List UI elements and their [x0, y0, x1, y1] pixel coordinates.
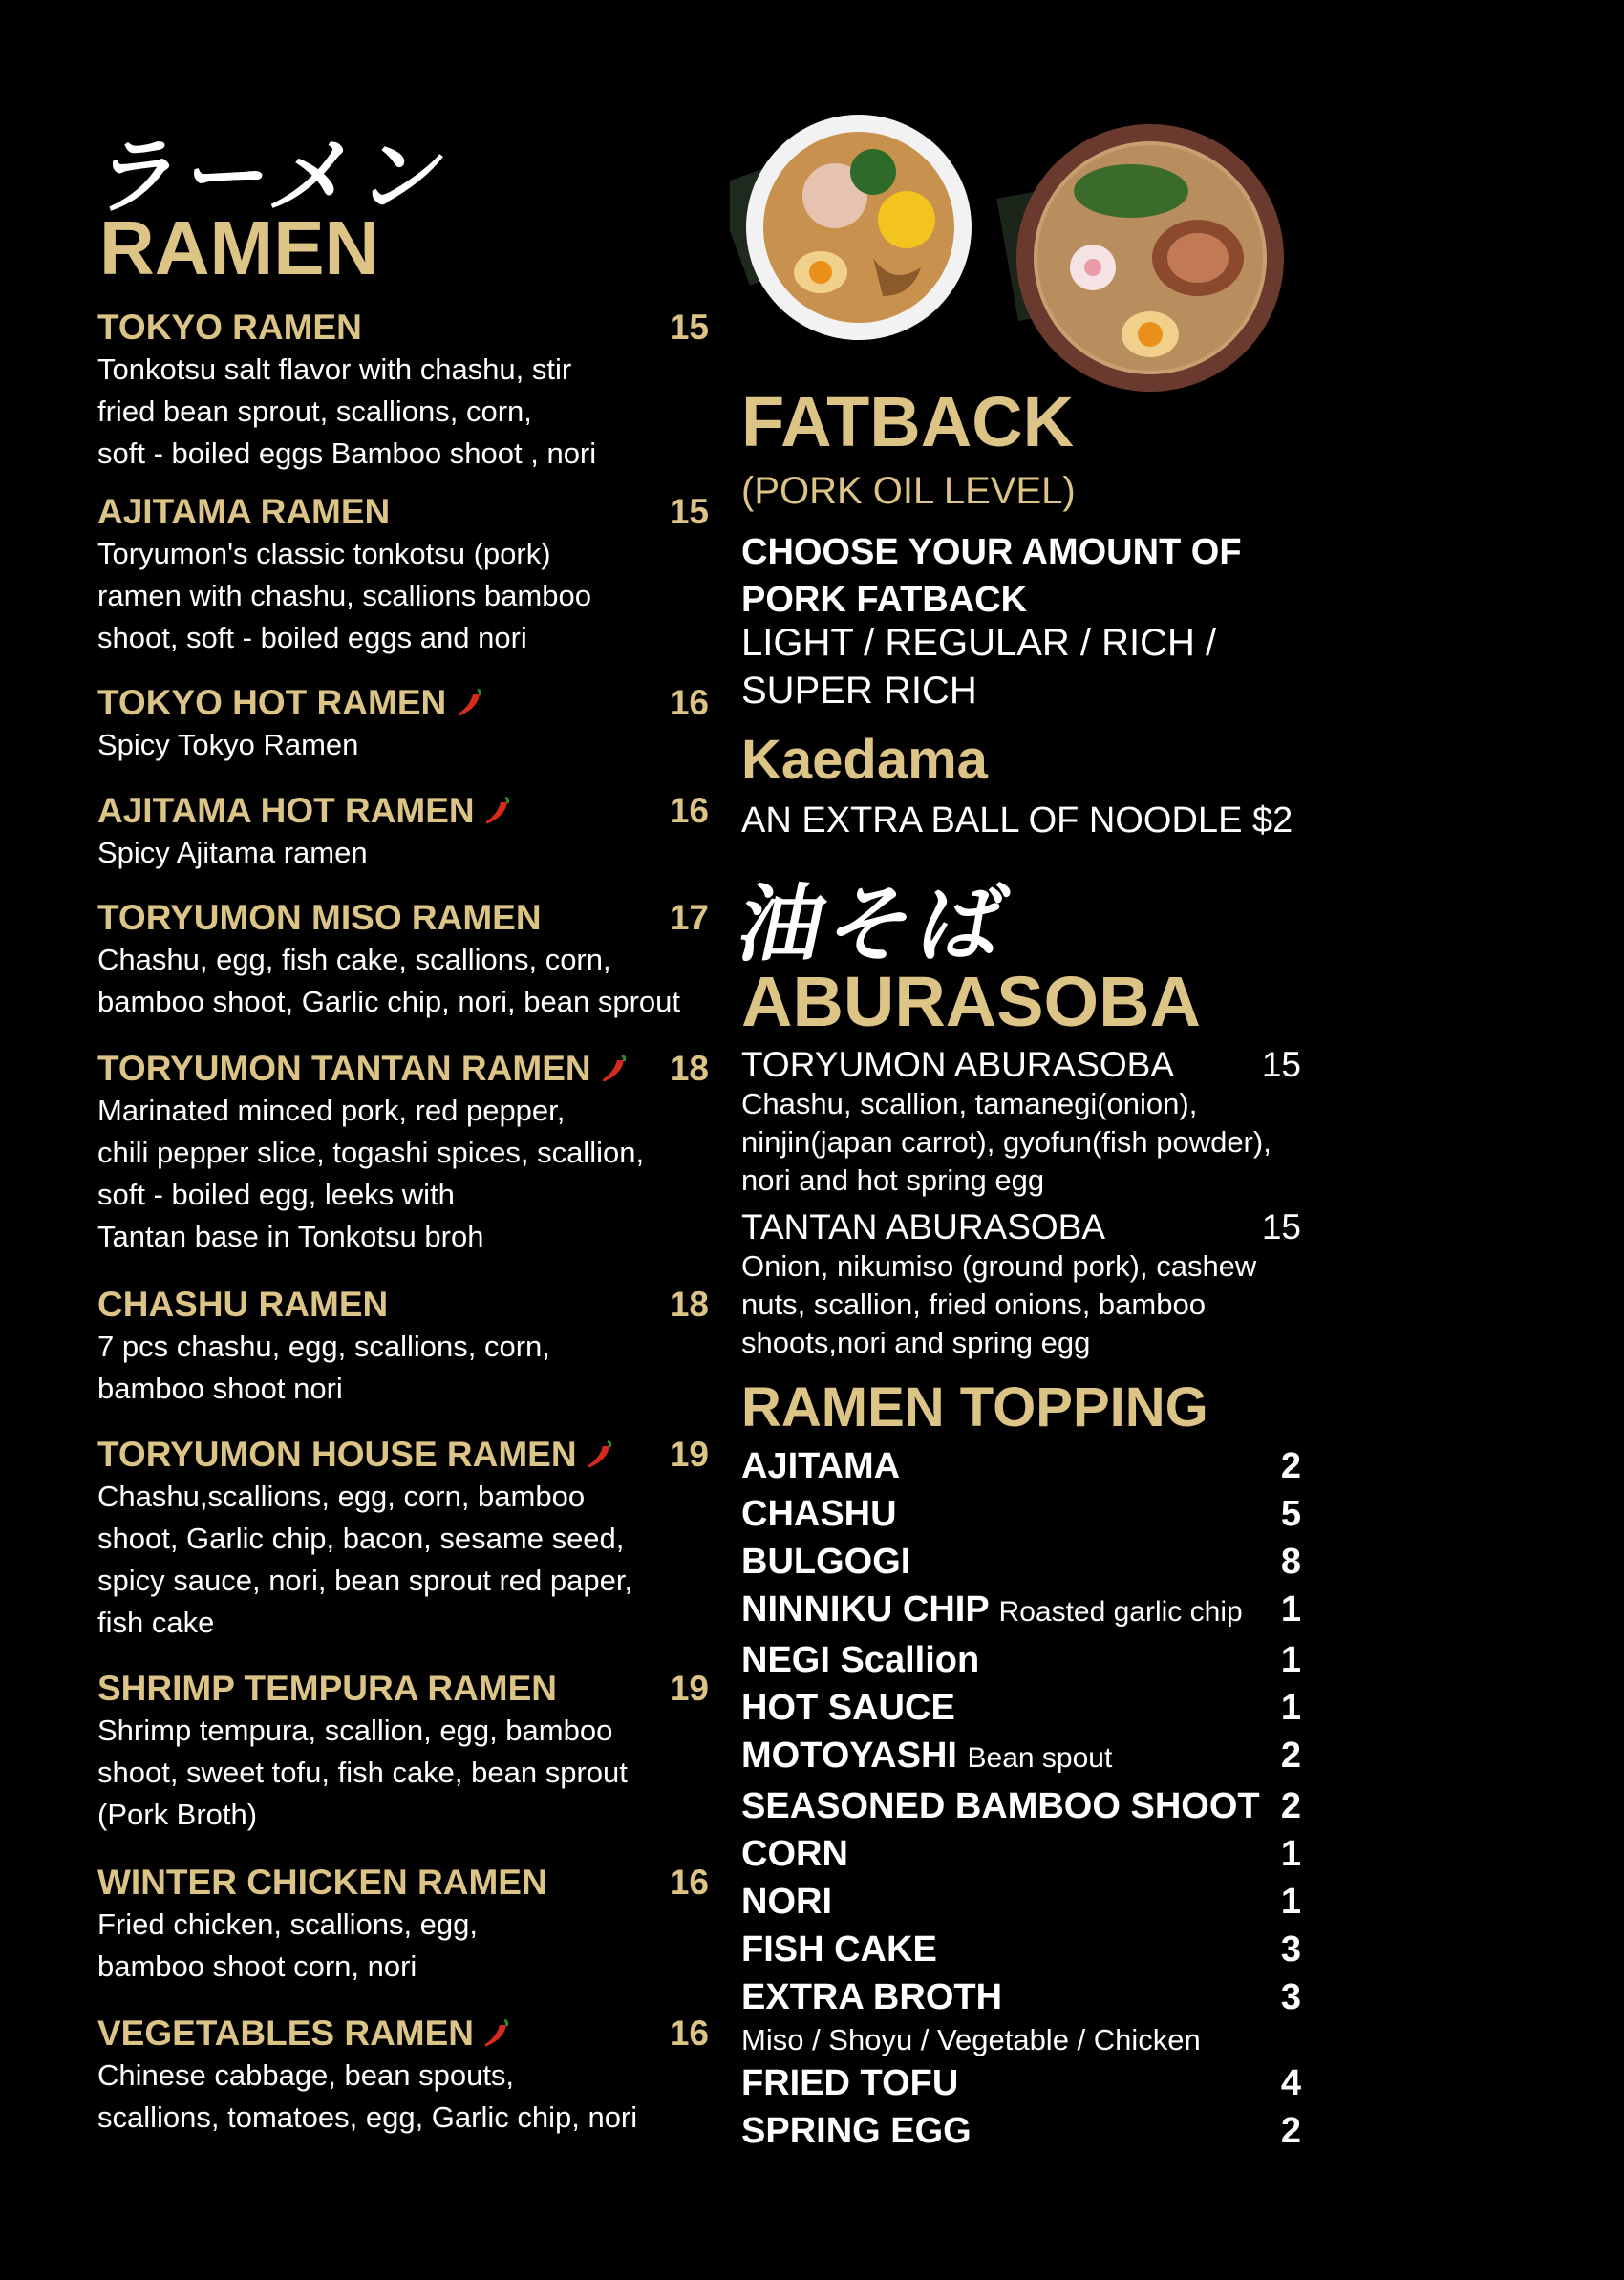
ramen-kana-title: ラーメン — [85, 126, 462, 225]
topping-row — [741, 1538, 1301, 1586]
topping-name: NINNIKU CHIP Roasted garlic chip — [741, 1589, 1243, 1630]
ramen-item-title — [97, 1863, 709, 1902]
chili-pepper-icon — [601, 1052, 630, 1084]
topping-name: FRIED TOFU — [741, 2063, 959, 2103]
ramen-item — [97, 2014, 709, 2139]
topping-row — [741, 1684, 1301, 1732]
fatback-heading: FATBACK — [741, 382, 1075, 461]
ramen-item-desc: Chashu, egg, fish cake, scallions, corn, bamboo shoot, Garlic chip, nori, bean sprout — [97, 943, 681, 1019]
topping-name: AJITAMA — [741, 1446, 901, 1486]
topping-price: 2 — [1280, 1736, 1301, 1776]
ramen-item — [97, 791, 709, 874]
ramen-item-name: AJITAMA HOT RAMEN — [97, 791, 513, 830]
ramen-item-price: 16 — [669, 1863, 709, 1902]
topping-price: 2 — [1280, 2111, 1301, 2151]
ramen-item-title — [97, 308, 709, 347]
ramen-item-price: 17 — [669, 898, 709, 937]
ramen-item — [97, 1285, 709, 1410]
aburasoba-item — [741, 1046, 1301, 1200]
ramen-item-name: TOKYO RAMEN — [97, 308, 362, 347]
topping-name: FISH CAKE — [741, 1929, 937, 1970]
broth-options: Miso / Shoyu / Vegetable / Chicken — [741, 2023, 1201, 2056]
ramen-item-title — [97, 898, 709, 937]
aburasoba-item-title — [741, 1046, 1301, 1085]
ramen-item-name: TORYUMON HOUSE RAMEN — [97, 1435, 615, 1474]
ramen-item — [97, 1669, 709, 1836]
aburasoba-item-name: TANTAN ABURASOBA — [741, 1207, 1106, 1247]
topping-price: 1 — [1280, 1688, 1301, 1728]
ramen-item-desc: Toryumon's classic tonkotsu (pork) ramen with chashu, scallions bamboo shoot, soft - boiled eggs and nori — [97, 537, 591, 655]
topping-row — [741, 1926, 1301, 1973]
aburasoba-heading: ABURASOBA — [741, 962, 1201, 1041]
fatback-sub: (PORK OIL LEVEL) — [741, 470, 1076, 512]
aburasoba-kana-title: 油そば — [729, 874, 1020, 973]
ramen-item-price: 16 — [669, 791, 709, 830]
topping-name: SPRING EGG — [741, 2111, 972, 2151]
aburasoba-item-title — [741, 1208, 1301, 1247]
topping-price: 1 — [1280, 1882, 1301, 1922]
ramen-item-desc: Chashu,scallions, egg, corn, bamboo shoot, Garlic chip, bacon, sesame seed, spicy sauce, nori, bean sprout red paper, fish cake — [97, 1480, 633, 1640]
aburasoba-item-price: 15 — [1261, 1207, 1301, 1247]
kaedama-text: AN EXTRA BALL OF NOODLE $2 — [741, 800, 1293, 841]
ramen-item-price: 19 — [669, 1669, 709, 1708]
topping-name: BULGOGI — [741, 1542, 911, 1582]
ramen-item-title — [97, 1435, 709, 1474]
fatback-choose: CHOOSE YOUR AMOUNT OF PORK FATBACK — [741, 532, 1242, 620]
topping-price: 1 — [1280, 1834, 1301, 1874]
topping-name: SEASONED BAMBOO SHOOT — [741, 1786, 1260, 1826]
ramen-item-name: VEGETABLES RAMEN — [97, 2014, 512, 2053]
aburasoba-item-price: 15 — [1261, 1045, 1301, 1084]
ramen-item-desc: Marinated minced pork, red pepper, chili pepper slice, togashi spices, scallion, soft - boiled egg, leeks with Tantan base in Tonkotsu broh — [97, 1094, 645, 1254]
ramen-item-desc: Tonkotsu salt flavor with chashu, stir fried bean sprout, scallions, corn, soft - boiled eggs Bamboo shoot , nori — [97, 352, 597, 471]
ramen-item-price: 18 — [669, 1049, 709, 1088]
topping-name: MOTOYASHI Bean spout — [741, 1736, 1113, 1776]
topping-name: EXTRA BROTH — [741, 1977, 1003, 2017]
topping-price: 4 — [1280, 2063, 1301, 2103]
ramen-bowls-photo — [730, 115, 1303, 401]
ramen-item-name: WINTER CHICKEN RAMEN — [97, 1863, 547, 1902]
topping-price: 8 — [1280, 1542, 1301, 1582]
ramen-item-name: CHASHU RAMEN — [97, 1285, 389, 1324]
topping-name: NORI — [741, 1882, 832, 1922]
ramen-item-price: 15 — [669, 308, 709, 347]
ramen-heading: RAMEN — [99, 205, 380, 290]
ramen-item-price: 16 — [669, 683, 709, 722]
topping-row — [741, 1586, 1301, 1636]
ramen-item-desc: Spicy Tokyo Ramen — [97, 728, 359, 762]
ramen-item — [97, 1049, 709, 1258]
ramen-item-price: 16 — [669, 2014, 709, 2053]
chili-pepper-icon — [587, 1438, 615, 1470]
ramen-item-title — [97, 791, 709, 830]
chili-pepper-icon — [484, 794, 513, 826]
topping-row — [741, 1442, 1301, 1490]
ramen-item-title — [97, 1049, 709, 1088]
topping-row — [741, 1636, 1301, 1684]
ramen-item-desc: Fried chicken, scallions, egg, bamboo shoot corn, nori — [97, 1907, 479, 1984]
topping-row — [741, 1973, 1301, 2021]
ramen-item — [97, 492, 709, 659]
topping-price: 2 — [1280, 1786, 1301, 1826]
topping-list — [741, 1442, 1301, 2155]
ramen-item-title — [97, 2014, 709, 2053]
ramen-item — [97, 1863, 709, 1988]
ramen-item-name: SHRIMP TEMPURA RAMEN — [97, 1669, 558, 1708]
ramen-item — [97, 1435, 709, 1644]
ramen-item-title — [97, 1285, 709, 1324]
ramen-item-title — [97, 1669, 709, 1708]
topping-note: Roasted garlic chip — [998, 1596, 1243, 1628]
topping-row — [741, 1490, 1301, 1538]
aburasoba-item-name: TORYUMON ABURASOBA — [741, 1045, 1175, 1084]
ramen-item-price: 19 — [669, 1435, 709, 1474]
kaedama-heading: Kaedama — [741, 729, 988, 791]
aburasoba-item-desc: Chashu, scallion, tamanegi(onion), ninjin(japan carrot), gyofun(fish powder), nori and hot spring egg — [741, 1086, 1271, 1197]
topping-heading: RAMEN TOPPING — [741, 1376, 1208, 1438]
ramen-item-desc: Shrimp tempura, scallion, egg, bamboo shoot, sweet tofu, fish cake, bean sprout (Pork Broth) — [97, 1714, 628, 1832]
topping-price: 2 — [1280, 1446, 1301, 1486]
ramen-item-name: TORYUMON MISO RAMEN — [97, 898, 542, 937]
chili-pepper-icon — [457, 686, 485, 718]
ramen-item-name: TORYUMON TANTAN RAMEN — [97, 1049, 630, 1088]
ramen-item — [97, 898, 709, 1023]
topping-row — [741, 1830, 1301, 1878]
topping-name: NEGI Scallion — [741, 1640, 980, 1680]
topping-note: Bean spout — [967, 1742, 1113, 1774]
topping-row — [741, 1732, 1301, 1782]
ramen-item-desc: Spicy Ajitama ramen — [97, 836, 368, 870]
ramen-item-title — [97, 683, 709, 722]
topping-name: HOT SAUCE — [741, 1688, 955, 1728]
topping-row — [741, 2107, 1301, 2155]
ramen-item — [97, 683, 709, 766]
topping-price: 1 — [1280, 1589, 1301, 1630]
topping-row — [741, 1782, 1301, 1830]
ramen-item-title — [97, 492, 709, 531]
topping-row — [741, 2059, 1301, 2107]
ramen-item-name: AJITAMA RAMEN — [97, 492, 391, 531]
fatback-levels: LIGHT / REGULAR / RICH / SUPER RICH — [741, 622, 1217, 712]
topping-row — [741, 1878, 1301, 1926]
aburasoba-item — [741, 1208, 1301, 1362]
aburasoba-item-desc: Onion, nikumiso (ground pork), cashew nuts, scallion, fried onions, bamboo shoots,nori and spring egg — [741, 1248, 1257, 1359]
topping-price: 3 — [1280, 1929, 1301, 1970]
topping-name: CORN — [741, 1834, 848, 1874]
chili-pepper-icon — [483, 2016, 512, 2049]
topping-price: 1 — [1280, 1640, 1301, 1680]
ramen-item-price: 15 — [669, 492, 709, 531]
ramen-item-name: TOKYO HOT RAMEN — [97, 683, 485, 722]
ramen-item-price: 18 — [669, 1285, 709, 1324]
topping-price: 3 — [1280, 1977, 1301, 2017]
ramen-item-desc: 7 pcs chashu, egg, scallions, corn, bamboo shoot nori — [97, 1330, 550, 1406]
topping-price: 5 — [1280, 1494, 1301, 1534]
ramen-item — [97, 308, 709, 475]
topping-name: CHASHU — [741, 1494, 897, 1534]
ramen-item-desc: Chinese cabbage, bean spouts, scallions, tomatoes, egg, Garlic chip, nori — [97, 2058, 638, 2135]
